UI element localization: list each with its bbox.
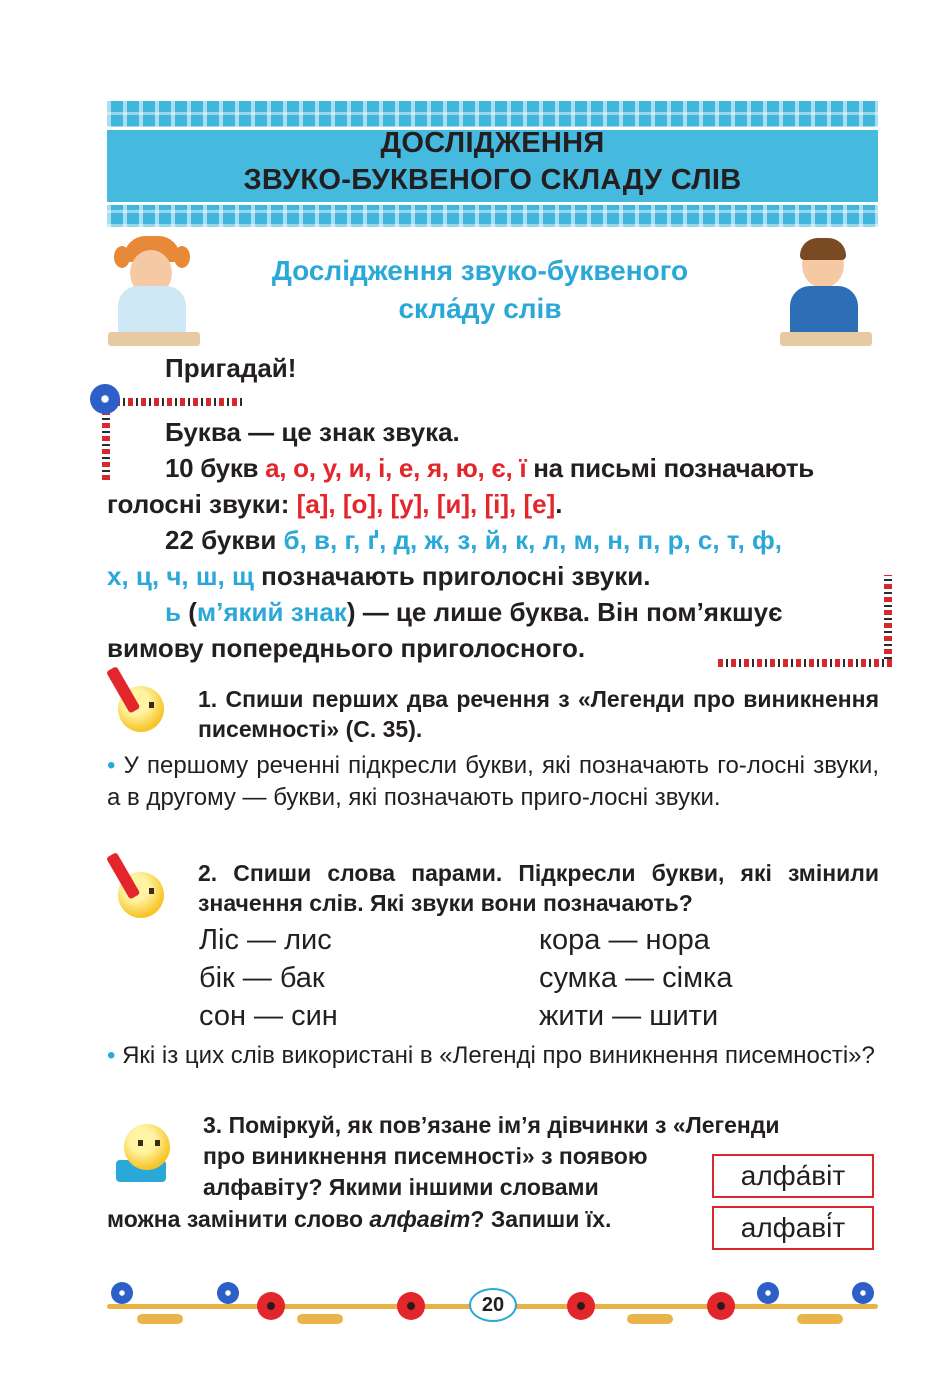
rule-soft-sign-line2: вимову попереднього приголосного. (107, 633, 586, 663)
soft-sign-paren: ( (180, 597, 197, 627)
smiley-eyes (138, 1140, 160, 1146)
ornament-bar (102, 398, 242, 406)
rule-vowels-count: 10 букв (165, 453, 266, 483)
poppy-icon (257, 1292, 285, 1320)
task3-line4-end: ? Запиши їх. (470, 1206, 612, 1232)
write-task-icon (104, 672, 170, 738)
wheat-icon (137, 1314, 183, 1324)
soft-sign-name: м’який знак (196, 597, 347, 627)
rule-vowels-line1 (107, 450, 879, 486)
section-subtitle-line2: скла́ду слів (398, 293, 562, 324)
rule-soft-sign (107, 594, 879, 666)
vowel-letters: а, о, у, и, і, е, я, ю, є, ї (265, 453, 527, 483)
rule-consonants-line2 (107, 558, 879, 594)
wheat-icon (297, 1314, 343, 1324)
word-pair: кора — нора (539, 924, 710, 956)
ornament-bar (884, 575, 892, 667)
consonant-letters: б, в, г, ґ, д, ж, з, й, к, л, м, н, п, р, с, т, ф, (283, 525, 782, 555)
page-number: 20 (469, 1288, 517, 1322)
rule-vowels (107, 450, 879, 522)
cornflower-icon (852, 1282, 874, 1304)
vowel-sounds: [а], [о], [у], [и], [і], [е] (296, 489, 556, 519)
girl-illustration (112, 236, 192, 348)
page-title (107, 125, 878, 199)
word-pairs-right (539, 921, 733, 1035)
rule-consonants (107, 522, 879, 594)
poppy-icon (397, 1292, 425, 1320)
footer-ornament (107, 1278, 878, 1334)
task3-line2: про виникнення писемності» з появою (203, 1143, 648, 1169)
page-title-line1: ДОСЛІДЖЕННЯ (380, 127, 605, 159)
word-pair: сон — син (199, 1000, 338, 1032)
wheat-icon (627, 1314, 673, 1324)
rule-letter-sign: Буква — це знак звука. (165, 417, 460, 447)
rule-consonants-text: позначають приголосні звуки. (253, 561, 651, 591)
task1-note (107, 750, 879, 814)
boy-hair (800, 238, 846, 260)
smiley-icon (124, 1124, 170, 1170)
cornflower-icon (757, 1282, 779, 1304)
write-task-icon (104, 858, 170, 924)
word-pair: жити — шити (539, 1000, 719, 1032)
remember-heading: Пригадай! (165, 353, 297, 383)
italic-word: алфавіт (369, 1206, 471, 1232)
boy-illustration (784, 236, 864, 348)
poppy-icon (567, 1292, 595, 1320)
section-subtitle-line1: Дослідження звуко-буквеного (271, 255, 689, 286)
task1-instruction: 1. Спиши перших два речення з «Легенди про виникнення писемності» (С. 35). (198, 686, 879, 742)
section-subtitle (200, 252, 760, 328)
bullet-icon: • (107, 752, 116, 779)
task2-note (107, 1040, 879, 1072)
bullet-icon: • (107, 1042, 116, 1069)
girl-shirt (118, 286, 186, 338)
cornflower-icon (217, 1282, 239, 1304)
word-pair: сумка — сімка (539, 962, 733, 994)
task2-note-text: Які із цих слів використані в «Легенді про виникнення писемності»? (115, 1042, 875, 1069)
girl-desk (108, 332, 200, 346)
boy-desk (780, 332, 872, 346)
stress-box-first: алфа́віт (712, 1154, 874, 1198)
task3-line1: 3. Поміркуй, як пов’язане ім’я дівчинки з «Легенди (203, 1112, 780, 1138)
word-pair: бік — бак (199, 962, 325, 994)
task2-instruction: 2. Спиши слова парами. Підкресли букви, які змінили значення слів. Які звуки вони позначають? (198, 860, 879, 916)
page-title-line2: ЗВУКО-БУКВЕНОГО СКЛАДУ СЛІВ (243, 164, 742, 196)
rule-consonants-count: 22 букви (165, 525, 284, 555)
cornflower-icon (90, 384, 120, 414)
rule-consonants-line1 (107, 522, 879, 558)
task3-line4 (107, 1204, 697, 1234)
rule-vowels-sounds-label: голосні звуки: (107, 489, 297, 519)
think-task-icon (110, 1120, 176, 1186)
cornflower-icon (111, 1282, 133, 1304)
header-banner (107, 101, 878, 227)
task3-line3: алфавіту? Якими іншими словами (203, 1174, 599, 1200)
wheat-icon (797, 1314, 843, 1324)
word-pairs-left (199, 921, 338, 1035)
rule-vowels-line2 (107, 486, 879, 522)
poppy-icon (707, 1292, 735, 1320)
consonant-letters-more: х, ц, ч, ш, щ (107, 561, 254, 591)
soft-sign-letter: ь (165, 597, 181, 627)
stress-box-second: алфаві́т (712, 1206, 874, 1250)
rule-vowels-period: . (555, 489, 563, 519)
task1-note-text: У першому реченні підкресли букви, які позначають го-лосні звуки, а в другому — букви, які позначають приго-лосні звуки. (107, 752, 879, 811)
word-pair: Ліс — лис (199, 924, 332, 956)
task3-line4-start: можна замінити слово (107, 1206, 370, 1232)
rule-soft-sign-line1 (107, 594, 879, 630)
rule-vowels-text: на письмі позначають (526, 453, 814, 483)
boy-vest (790, 286, 858, 338)
soft-sign-text: ) — це лише буква. Він пом’якшує (346, 597, 783, 627)
